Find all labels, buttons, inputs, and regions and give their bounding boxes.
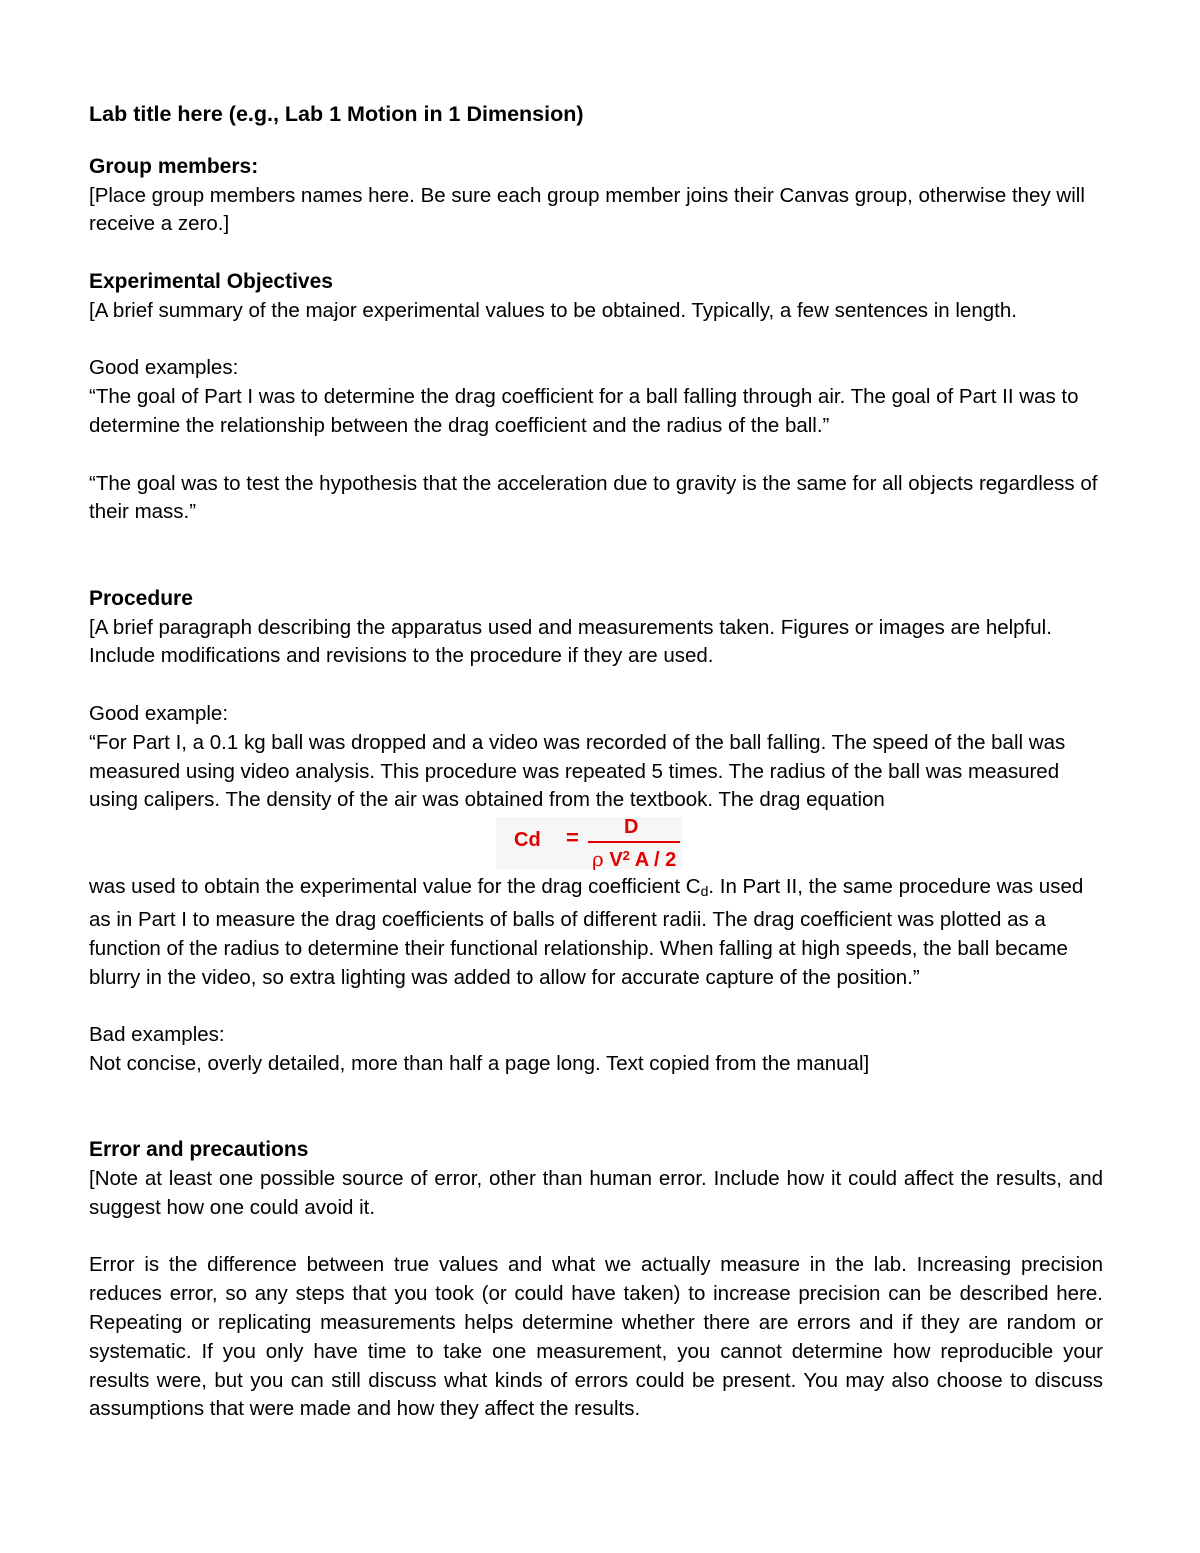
equation-area-term: A / 2 bbox=[634, 849, 677, 872]
drag-equation-image bbox=[496, 816, 682, 872]
procedure-example-part2-a: was used to obtain the experimental value for the drag coefficient C bbox=[89, 875, 701, 899]
procedure-bad-text: Not concise, overly detailed, more than half a page long. Text copied from the manual] bbox=[89, 1051, 870, 1075]
error-explanation: Error is the difference between true values and what we actually measure in the lab. Increasing precision reduces error, so any steps that you took (or could have taken) to increase precision can be described here. Repeating or replicating measurements helps determine whether there are errors and if they are random or systematic. If you only have time to take one measurement, you cannot determine how reproducible your results were, but you can still discuss what kinds of errors could be present. You may also choose to discuss assumptions that were made and how they affect the results. bbox=[89, 1253, 1103, 1421]
group-members-heading: Group members: bbox=[89, 154, 259, 178]
error-heading: Error and precautions bbox=[89, 1138, 309, 1162]
equation-fraction-bar bbox=[588, 841, 680, 843]
procedure-example-part1: “For Part I, a 0.1 kg ball was dropped and a video was recorded of the ball falling. The speed of the ball was measured using video analysis. This procedure was repeated 5 times. The radius of the ball was measured using calipers. The density of the air was obtained from the textbook. The drag equation bbox=[89, 730, 1066, 812]
drag-coefficient-subscript: d bbox=[700, 883, 709, 900]
procedure-heading: Procedure bbox=[89, 586, 193, 610]
equation-equals: = bbox=[566, 825, 579, 851]
procedure-example-part2 bbox=[89, 873, 1103, 992]
objectives-example-2: “The goal was to test the hypothesis that the acceleration due to gravity is the same for all objects regardless of their mass.” bbox=[89, 471, 1098, 524]
equation-lhs: Cd bbox=[514, 829, 541, 852]
equation-denominator bbox=[592, 844, 676, 872]
drag-equation-row bbox=[89, 816, 1103, 872]
equation-exponent: 2 bbox=[622, 848, 630, 864]
document-body bbox=[89, 100, 1103, 1424]
procedure-text: [A brief paragraph describing the apparatus used and measurements taken. Figures or images are helpful. Include modifications and revisions to the procedure if they are used. bbox=[89, 615, 1052, 668]
error-text: [Note at least one possible source of error, other than human error. Include how it could affect the results, and suggest how one could avoid it. bbox=[89, 1167, 1103, 1219]
objectives-good-label: Good examples: bbox=[89, 356, 239, 380]
group-members-text: [Place group members names here. Be sure each group member joins their Canvas group, otherwise they will receive a zero.] bbox=[89, 183, 1085, 236]
objectives-text: [A brief summary of the major experimental values to be obtained. Typically, a few sentences in length. bbox=[89, 298, 1017, 322]
objectives-heading: Experimental Objectives bbox=[89, 269, 333, 293]
lab-title: Lab title here (e.g., Lab 1 Motion in 1 Dimension) bbox=[89, 102, 584, 126]
procedure-bad-label: Bad examples: bbox=[89, 1023, 225, 1047]
equation-rho: ρ bbox=[592, 847, 604, 872]
objectives-example-1: “The goal of Part I was to determine the drag coefficient for a ball falling through air. The goal of Part II was to determine the relationship between the drag coefficient and the radius of the ball.” bbox=[89, 385, 1079, 437]
equation-velocity: V bbox=[609, 849, 623, 872]
procedure-example-part2-b: . In Part II, the same procedure was used as in Part I to measure the drag coefficients of balls of different radii. The drag coefficient was plotted as a function of the radius to determine their functional relationship. When falling at high speeds, the ball became blurry in the video, so extra lighting was added to allow for accurate capture of the position.” bbox=[89, 875, 1084, 989]
procedure-good-label: Good example: bbox=[89, 701, 229, 725]
equation-numerator: D bbox=[624, 816, 639, 839]
